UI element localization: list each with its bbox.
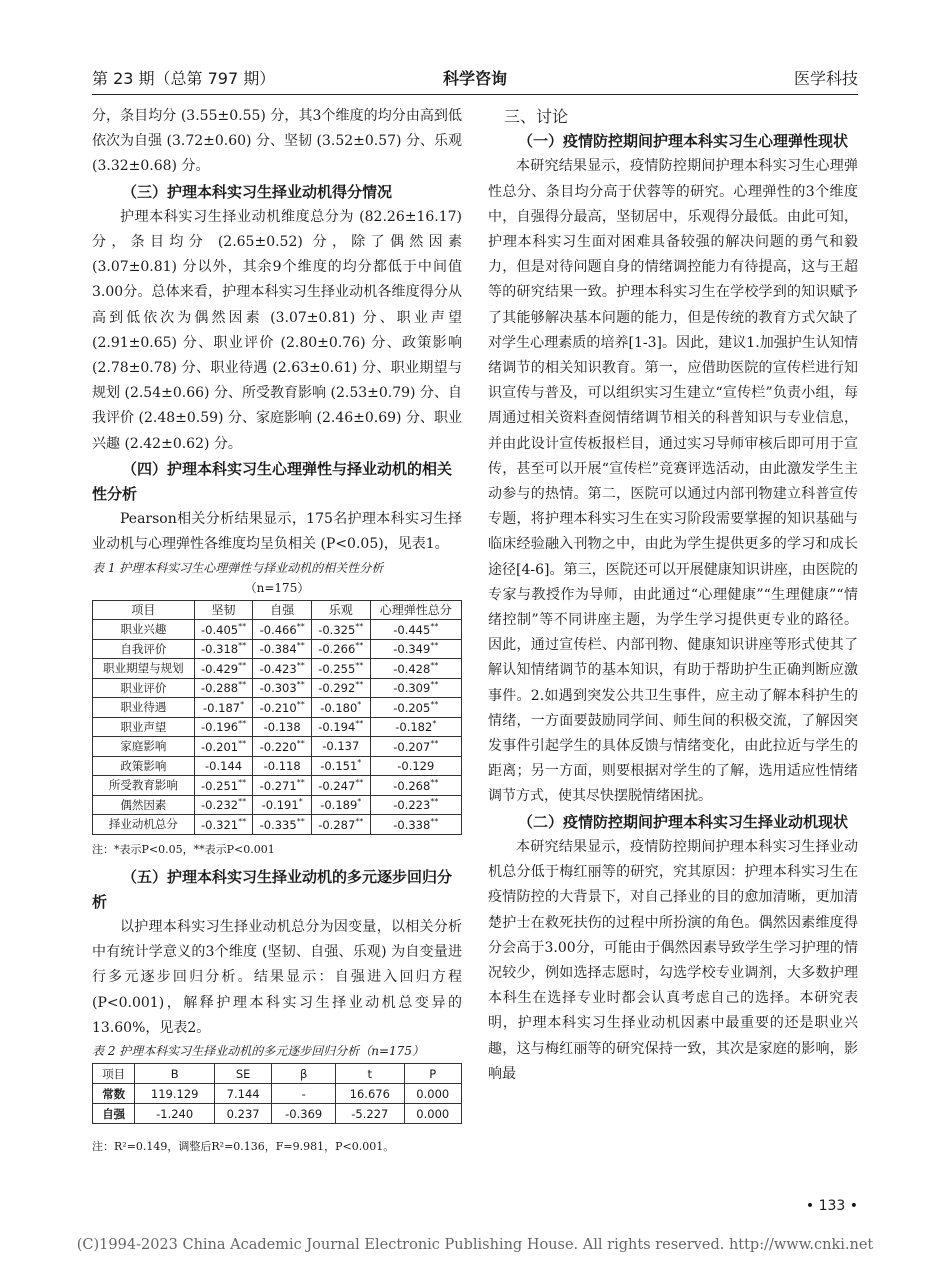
table1-caption-n: （n=175） [244,580,310,595]
heading-career-motivation-scores: （三）护理本科实习生择业动机得分情况 [122,182,393,201]
table-cell: 所受教育影响 [93,776,195,796]
heading-regression-analysis: （五）护理本科实习生择业动机的多元逐步回归分析 [92,867,453,911]
table-header-cell: B [135,1064,215,1084]
table-cell: 16.676 [336,1084,404,1104]
table-cell: -0.180* [311,698,370,718]
table-cell: -0.428** [370,659,461,679]
table-header-cell: SE [214,1064,271,1084]
regression-table-body [93,1084,462,1124]
table-header-cell: t [336,1064,404,1084]
table-cell: -0.271** [253,776,312,796]
table-cell: -0.138 [253,717,312,737]
table-row [93,1104,462,1124]
section-discussion-heading: 三、讨论 [504,107,569,126]
paragraph-motivation-status: 本研究结果显示，疫情防控期间护理本科实习生择业动机总分低于梅红丽等的研究，究其原因：护理本科实习生在疫情防控的大背景下，对自己择业的目的愈加清晰，更加清楚护士在救死扶伤的过程中所扮演的角色。偶然因素维度得分会高于3.00分，可能由于偶然因素导致学生学习护理的情况较少，例如选择志愿时，勾选学校专业调剂，大多数护理本科生在选择专业时都会认真考虑自己的选择。本研究表明，护理本科实习生择业动机因素中最重要的还是职业兴趣，这与梅红丽等的研究保持一致，其次是家庭的影响，影响最 [488,838,858,1082]
table-cell: 职业兴趣 [93,620,195,640]
table-header-cell: 心理弹性总分 [370,600,461,620]
table-cell: 政策影响 [93,756,195,776]
table-cell: -0.287** [311,815,370,835]
table-cell: 0.237 [214,1104,271,1124]
table-cell: 7.144 [214,1084,271,1104]
table1-caption: 表 1 护理本科实习生心理弹性与择业动机的相关性分析 [92,560,384,575]
header-rule [92,94,858,95]
table-cell: -0.429** [194,659,253,679]
table-row [93,678,462,698]
table-cell: 职业评价 [93,678,195,698]
regression-table [92,1063,462,1124]
table-row [93,737,462,757]
table-cell: -0.189* [311,795,370,815]
table-header-cell: β [272,1064,336,1084]
table2-note: 注：R²=0.149，调整后R²=0.136，F=9.981，P<0.001。 [92,1140,395,1154]
copyright-footer: (C)1994-2023 China Academic Journal Electronic Publishing House. All rights reserved. http://www.cnki.net [76,1237,874,1253]
table-cell: -0.194** [311,717,370,737]
table-header-cell: 项目 [93,600,195,620]
table-cell: 职业待遇 [93,698,195,718]
table-row [93,717,462,737]
section-name: 医学科技 [793,69,858,88]
table-cell: -0.335** [253,815,312,835]
table-cell: 自强 [93,1104,135,1124]
table-cell: -0.201** [194,737,253,757]
table-header-row [93,1064,462,1084]
table-cell: -0.325** [311,620,370,640]
correlation-table-body [93,620,462,835]
table-cell: -0.309** [370,678,461,698]
table1-note: 注：*表示P<0.05，**表示P<0.001 [92,842,275,856]
table-cell: -0.137 [311,737,370,757]
table-cell: -0.423** [253,659,312,679]
table-cell: -0.118 [253,756,312,776]
table-cell: -0.187* [194,698,253,718]
table-header-row [93,600,462,620]
table-cell: -0.255** [311,659,370,679]
table-cell: -0.151* [311,756,370,776]
table-row [93,795,462,815]
table-header-cell: 项目 [93,1064,135,1084]
table-row [93,698,462,718]
table-cell: -0.266** [311,639,370,659]
table-cell: -0.247** [311,776,370,796]
journal-title: 科学咨询 [442,69,507,88]
heading-correlation-analysis: （四）护理本科实习生心理弹性与择业动机的相关性分析 [92,459,453,504]
table-cell: -0.129 [370,756,461,776]
table-row [93,1084,462,1104]
table-cell: -5.227 [336,1104,404,1124]
table-cell: -0.223** [370,795,461,815]
table-cell: 职业期望与规划 [93,659,195,679]
table-cell: -0.466** [253,620,312,640]
table-row [93,620,462,640]
table-cell: -0.205** [370,698,461,718]
table-header-cell: 坚韧 [194,600,253,620]
table-cell: -0.210** [253,698,312,718]
table-row [93,756,462,776]
table-cell: -0.144 [194,756,253,776]
table-cell: -0.384** [253,639,312,659]
table-cell: -0.445** [370,620,461,640]
table-cell: -0.318** [194,639,253,659]
table-header-cell: P [404,1064,461,1084]
table-header-cell: 自强 [253,600,312,620]
table-cell: 择业动机总分 [93,815,195,835]
table-row [93,659,462,679]
table-header-cell: 乐观 [311,600,370,620]
table-cell: -0.405** [194,620,253,640]
table2-caption: 表 2 护理本科实习生择业动机的多元逐步回归分析（n=175） [92,1044,424,1059]
table-cell: -0.292** [311,678,370,698]
paragraph-correlation-analysis: Pearson相关分析结果显示，175名护理本科实习生择业动机与心理弹性各维度均呈负相关 (P<0.05)，见表1。 [92,511,462,553]
table-cell: -0.191* [253,795,312,815]
table-cell: 0.000 [404,1104,461,1124]
table-cell: -0.232** [194,795,253,815]
running-header [92,66,858,88]
paragraph-regression-analysis: 以护理本科实习生择业动机总分为因变量，以相关分析中有统计学意义的3个维度 (坚韧、自强、乐观) 为自变量进行多元逐步回归分析。结果显示：自强进入回归方程 (P<0.001)，解释护理本科实习生择业动机总变异的13.60%，见表2。 [92,919,462,1036]
table-cell: 职业声望 [93,717,195,737]
paragraph-resilience-status: 本研究结果显示，疫情防控期间护理本科实习生心理弹性总分、条目均分高于伏蓉等的研究。心理弹性的3个维度中，自强得分最高，坚韧居中，乐观得分最低。由此可知，护理本科实习生面对困难具备较强的解决问题的勇气和毅力，但是对待问题自身的情绪调控能力有待提高，这与王超等的研究结果一致。护理本科实习生在学校学到的知识赋予了其能够解决基本问题的能力，但是传统的教育方式欠缺了对学生心理素质的培养[1-3]。因此，建议1.加强护生认知情绪调节的相关知识教育。第一，应借助医院的宣传栏进行知识宣传与普及，可以组织实习生建立“宣传栏”负责小组，每周通过相关资料查阅情绪调节相关的科普知识与专业信息，并由此设计宣传板报栏目，通过实习导师审核后即可用于宣传，甚至可以开展“宣传栏”竞赛评选活动，由此激发学生主动参与的热情。第二，医院可以通过内部刊物建立科普宣传专题，将护理本科实习生在实习阶段需要掌握的知识基础与临床经验融入刊物之中，由此为学生提供更多的学习和成长途径[4-6]。第三，医院还可以开展健康知识讲座，由医院的专家与教授作为导师，由此通过“心理健康”“生理健康”“情绪控制”等不同讲座主题，为学生学习提供更专业的路径。因此，通过宣传栏、内部刊物、健康知识讲座等形式使其了解认知情绪调节的基本知识，有助于帮助护生正确判断应激事件。2.如遇到突发公共卫生事件，应主动了解本科护生的情绪，一方面要鼓励同学间、师生间的积极交流，了解因突发事件引起学生的具体反馈与情绪变化，由此拉近与学生的距离；另一方面，则要根据对学生的了解，选用适应性情绪调节方式，使其尽快摆脱情绪困扰。 [488,158,858,805]
table-cell: -0.251** [194,776,253,796]
table-cell: -0.196** [194,717,253,737]
correlation-table [92,600,462,835]
table-row [93,639,462,659]
table-row [93,815,462,835]
table-cell: - [272,1084,336,1104]
paragraph-career-motivation-scores: 护理本科实习生择业动机维度总分为 (82.26±16.17) 分，条目均分 (2.65±0.52) 分，除了偶然因素 (3.07±0.81) 分以外，其余9个维度的均分都低于中间值3.00分。总体来看，护理本科实习生择业动机各维度得分从高到低依次为偶然因素 (3.07±0.81) 分、职业声望 (2.91±0.65) 分、职业评价 (2.80±0.76) 分、政策影响 (2.78±0.78) 分、职业待遇 (2.63±0.61) 分、职业期望与规划 (2.54±0.66) 分、所受教育影响 (2.53±0.79) 分、自我评价 (2.48±0.59) 分、家庭影响 (2.46±0.69) 分、职业兴趣 (2.42±0.62) 分。 [92,208,462,452]
table-cell: -0.338** [370,815,461,835]
table-cell: 0.000 [404,1084,461,1104]
table-cell: -0.182* [370,717,461,737]
table-cell: -0.288** [194,678,253,698]
paragraph-resilience-scores: 分，条目均分 (3.55±0.55) 分，其3个维度的均分由高到低依次为自强 (3.72±0.60) 分、坚韧 (3.52±0.57) 分、乐观 (3.32±0.68) 分。 [92,108,462,175]
page-number: • 133 • [805,1198,858,1214]
table-cell: 119.129 [135,1084,215,1104]
table-cell: 自我评价 [93,639,195,659]
table-cell: -0.321** [194,815,253,835]
issue-number: 第 23 期（总第 797 期） [92,69,276,88]
table-cell: -0.303** [253,678,312,698]
heading-resilience-status: （一）疫情防控期间护理本科实习生心理弹性现状 [518,132,849,151]
table-cell: -0.349** [370,639,461,659]
table-cell: 家庭影响 [93,737,195,757]
left-column [92,104,462,1156]
right-column [488,104,858,1087]
table-cell: -0.268** [370,776,461,796]
table-cell: -0.369 [272,1104,336,1124]
table-cell: -0.220** [253,737,312,757]
table-cell: -0.207** [370,737,461,757]
table-cell: 常数 [93,1084,135,1104]
table-cell: -1.240 [135,1104,215,1124]
heading-motivation-status: （二）疫情防控期间护理本科实习生择业动机现状 [518,812,849,831]
table-cell: 偶然因素 [93,795,195,815]
table-row [93,776,462,796]
